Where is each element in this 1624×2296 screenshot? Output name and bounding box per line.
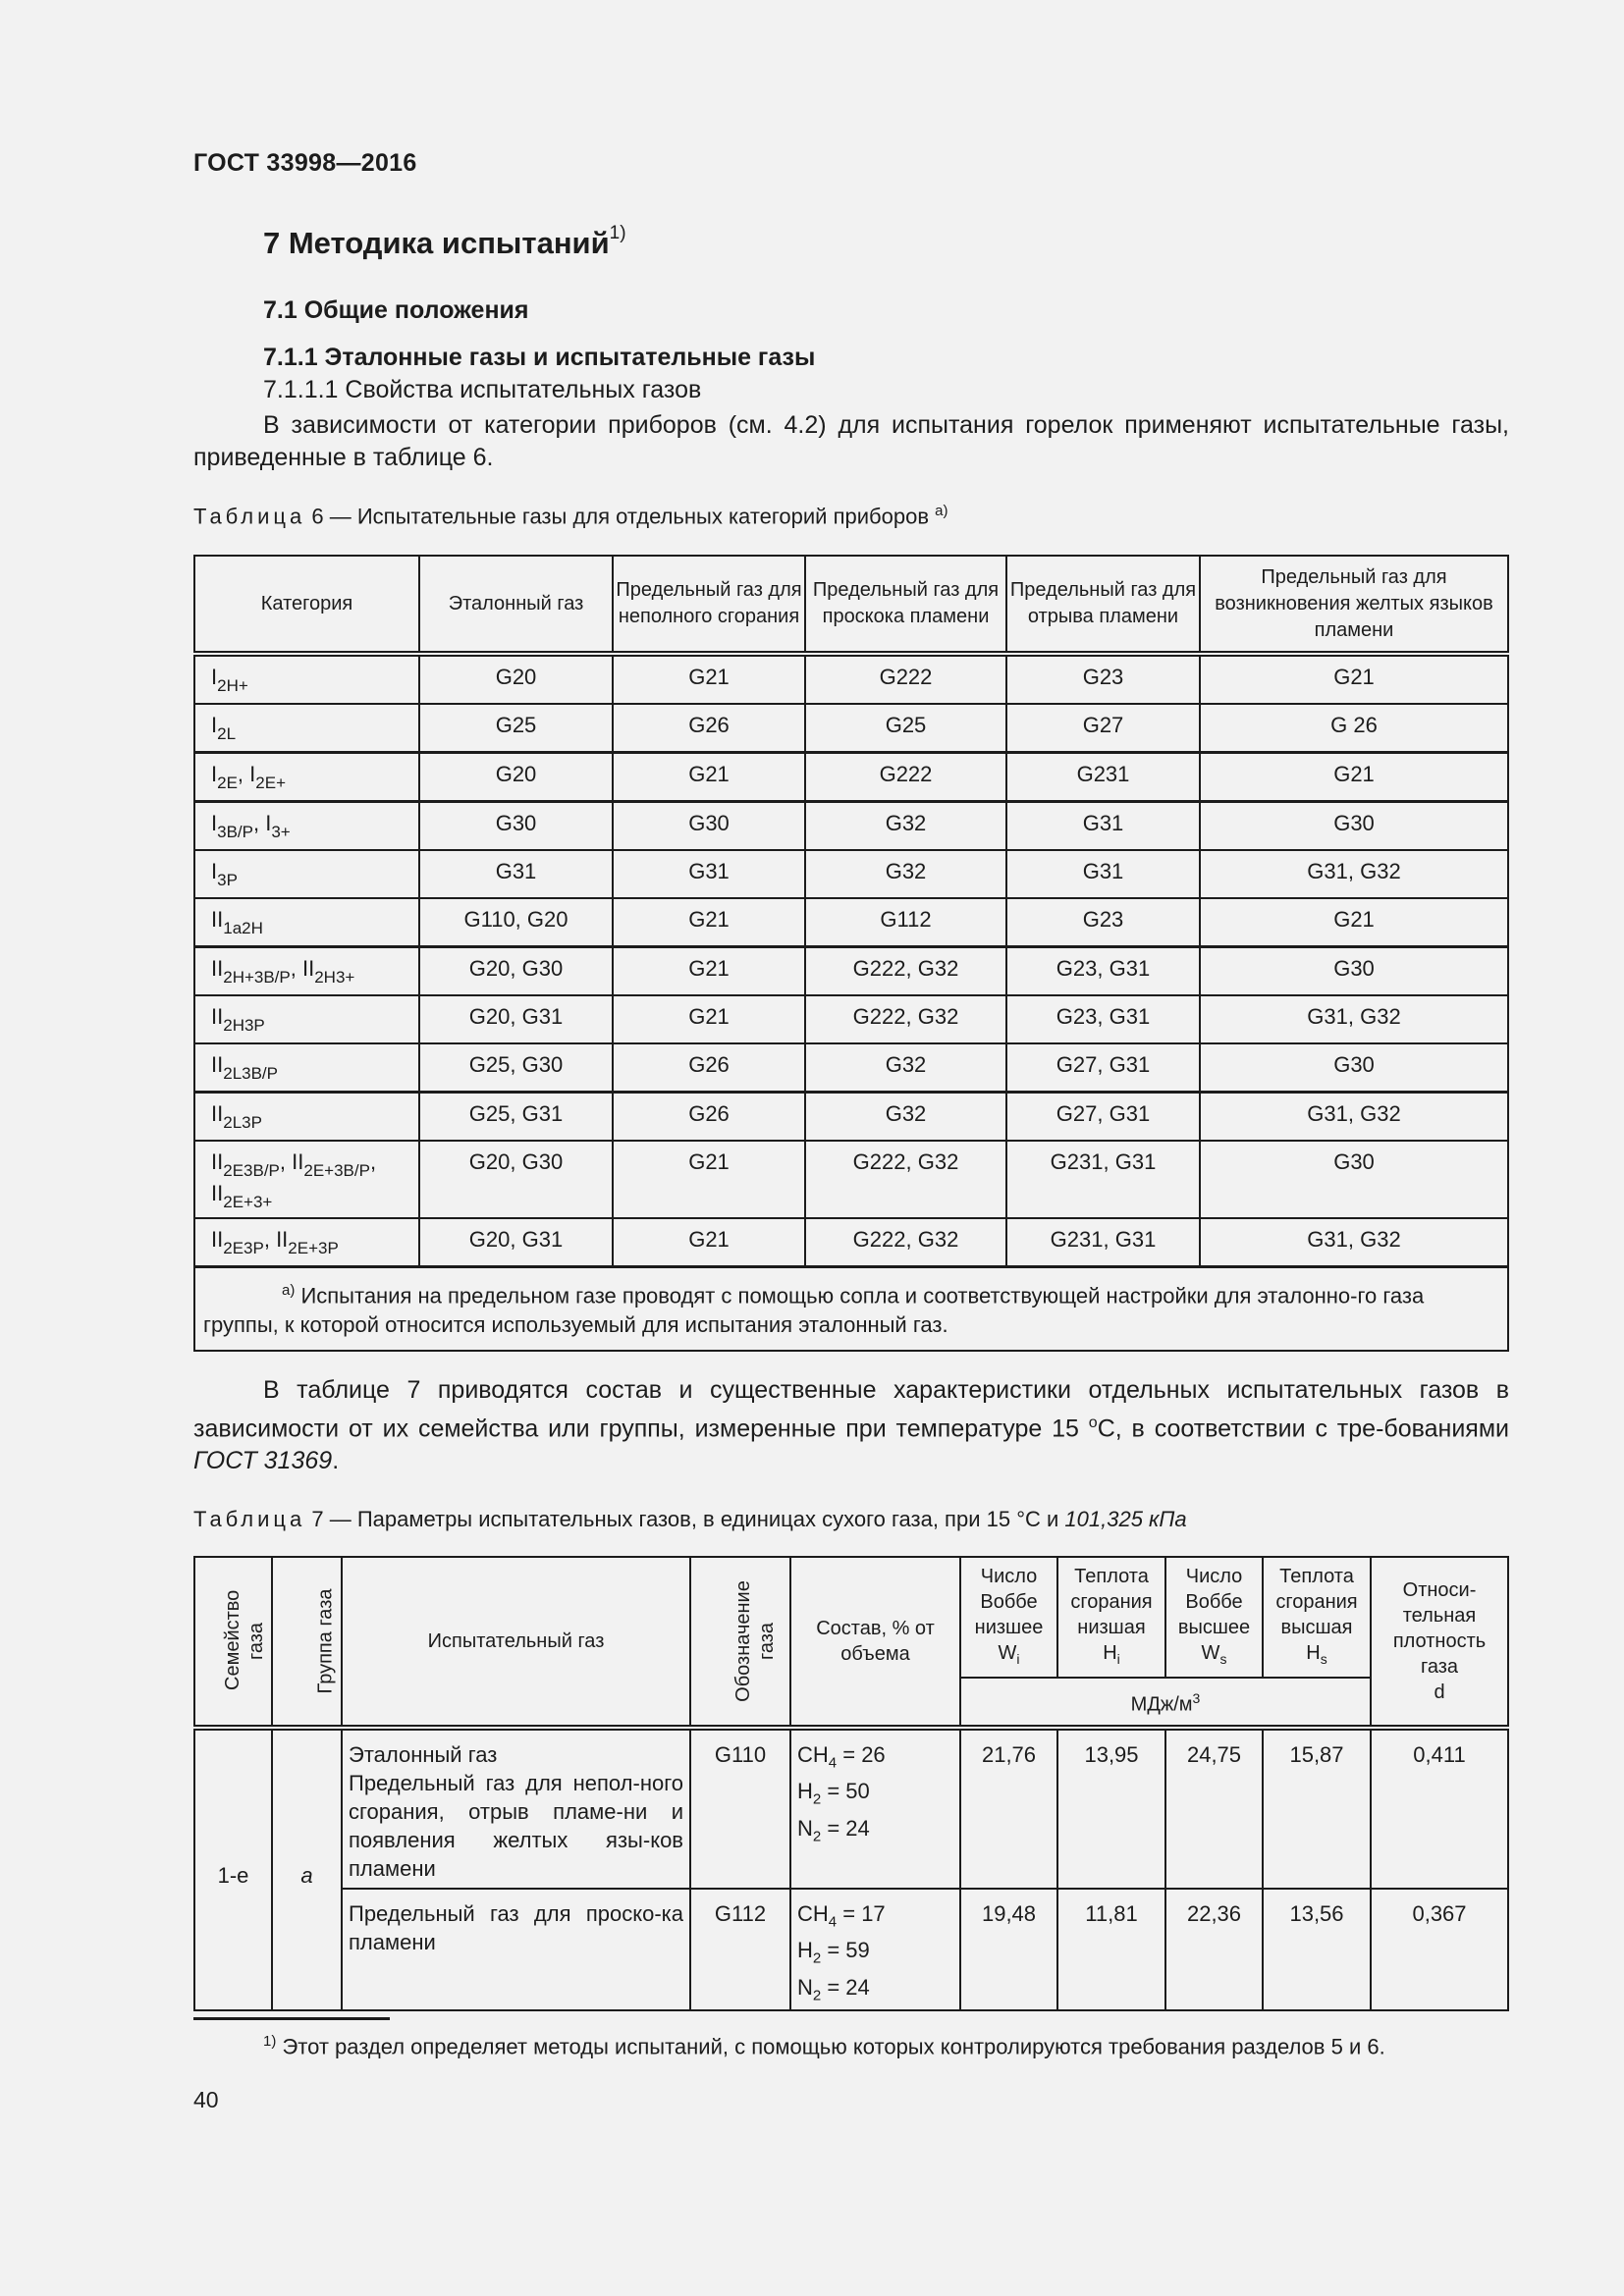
column-header-heat-high: Теплота сгорания высшая $H_s$ (1263, 1557, 1371, 1678)
table6-note-row (194, 1267, 1508, 1352)
table-row (194, 1141, 1508, 1218)
category-cell: $II_{2E3P}$, $II_{2E+3P}$ (194, 1218, 419, 1267)
page-footnote (263, 2033, 1385, 2059)
caption-text: 7 — Параметры испытательных газов, в единицах сухого газа, при 15 °С и (305, 1507, 1065, 1531)
note-mark: a) (282, 1282, 296, 1299)
gas-cell: G21 (1200, 898, 1508, 947)
paragraph-text: В таблице 7 приводятся состав и существенные характеристики отдельных испытательных газов в зависимости от их семейства или группы, измеренные при температуре 15 (193, 1376, 1509, 1443)
gas-cell: G32 (805, 1093, 1006, 1142)
column-header: Предельный газ для неполного сгорания (613, 556, 805, 654)
column-header-heat-low: Теплота сгорания низшая $H_i$ (1057, 1557, 1165, 1678)
paragraph-text: С, в соответствии с тре-бованиями (1097, 1415, 1509, 1443)
table-row (194, 995, 1508, 1043)
table7-header-row (194, 1557, 1508, 1678)
gas-composition (790, 1728, 960, 1889)
gas-cell: G21 (613, 1218, 805, 1267)
density-value: 0,367 (1371, 1889, 1508, 2010)
category-cell: $I_{2L}$ (194, 704, 419, 753)
gas-cell: G31 (613, 850, 805, 898)
standard-reference[interactable]: ГОСТ 31369 (193, 1447, 333, 1475)
gas-cell: G23, G31 (1006, 947, 1200, 996)
column-header: Предельный газ для проскока пламени (805, 556, 1006, 654)
table7 (193, 1556, 1509, 2011)
gas-cell: G30 (1200, 802, 1508, 851)
gas-group: a (272, 1728, 342, 2010)
footnote-ref[interactable]: 1) (609, 222, 626, 243)
column-header: Эталонный газ (419, 556, 613, 654)
footnote-divider (193, 2017, 390, 2020)
column-header: Предельный газ для отрыва пламени (1006, 556, 1200, 654)
gas-cell: G30 (419, 802, 613, 851)
gas-cell: G20, G30 (419, 947, 613, 996)
gas-cell: G25 (805, 704, 1006, 753)
gas-cell: G20, G31 (419, 1218, 613, 1267)
paragraph-table7-intro (193, 1374, 1509, 1477)
category-cell: $I_{2H+}$ (194, 654, 419, 704)
gas-cell: G31, G32 (1200, 850, 1508, 898)
column-header-designation: Обозначение газа (690, 1557, 790, 1728)
density-value: 0,411 (1371, 1728, 1508, 1889)
table7-caption (193, 1507, 1187, 1532)
gas-cell: G21 (613, 654, 805, 704)
gas-cell: G32 (805, 1043, 1006, 1093)
section-heading (263, 222, 626, 261)
gas-cell: G32 (805, 850, 1006, 898)
gas-cell: G23 (1006, 898, 1200, 947)
subsection-heading: 7.1 Общие положения (263, 296, 529, 324)
gas-cell: G20 (419, 753, 613, 802)
composition-line: $CH_4 = 26$ (797, 1742, 886, 1772)
footnote-mark: 1) (263, 2033, 277, 2050)
heat-low-value: 11,81 (1057, 1889, 1165, 2010)
gas-cell: G26 (613, 1093, 805, 1142)
category-cell: $I_{2E}$, $I_{2E+}$ (194, 753, 419, 802)
heat-low-value: 13,95 (1057, 1728, 1165, 1889)
page-number: 40 (193, 2087, 219, 2112)
test-gas-name: Эталонный газ Предельный газ для непол-ного сгорания, отрыв пламе-ни и появления желтых язы-ков пламени (342, 1728, 690, 1889)
table-row (194, 898, 1508, 947)
gas-cell: G30 (1200, 1141, 1508, 1218)
heat-high-value: 13,56 (1263, 1889, 1371, 2010)
wobbe-low-value: 19,48 (960, 1889, 1057, 2010)
category-cell: $I_{3P}$ (194, 850, 419, 898)
gas-cell: G222 (805, 753, 1006, 802)
column-header-group: Группа газа (272, 1557, 342, 1728)
document-code: ГОСТ 33998—2016 (193, 149, 417, 177)
composition-line: $N_2 = 24$ (797, 1974, 870, 2004)
composition-line: $H_2 = 50$ (797, 1779, 870, 1808)
gas-cell: G231, G31 (1006, 1141, 1200, 1218)
gas-cell: G21 (1200, 753, 1508, 802)
paragraph-text: В зависимости от категории приборов (см. 4.2) для испытания горелок применяют испытательные газы, приведенные в таблице 6. (193, 411, 1509, 471)
table-row (194, 1218, 1508, 1267)
gas-cell: G25, G30 (419, 1043, 613, 1093)
table-row (194, 1043, 1508, 1093)
table-row (194, 802, 1508, 851)
column-header-wobbe-low: Число Воббе низшее $W_i$ (960, 1557, 1057, 1678)
column-header-composition: Состав, % от объема (790, 1557, 960, 1728)
gas-cell: G21 (613, 898, 805, 947)
table6-caption (193, 503, 947, 529)
category-cell: $II_{2H3P}$ (194, 995, 419, 1043)
gas-cell: G25, G31 (419, 1093, 613, 1142)
column-header-wobbe-high: Число Воббе высшее $W_s$ (1165, 1557, 1263, 1678)
degree-sign: о (1088, 1415, 1098, 1431)
gas-cell: G222, G32 (805, 947, 1006, 996)
note-text: Испытания на предельном газе проводят с помощью сопла и соответствующей настройки для эталонно-го газа группы, к которой относится используемый для испытания эталонный газ. (203, 1283, 1425, 1338)
subsubsection-heading: 7.1.1 Эталонные газы и испытательные газы (263, 344, 816, 371)
wobbe-low-value: 21,76 (960, 1728, 1057, 1889)
table-row (194, 947, 1508, 996)
gas-composition (790, 1889, 960, 2010)
table6 (193, 555, 1509, 1352)
category-cell: $II_{2L3P}$ (194, 1093, 419, 1142)
table6-header-row (194, 556, 1508, 654)
gas-cell: G110, G20 (419, 898, 613, 947)
gas-cell: G222, G32 (805, 1141, 1006, 1218)
heat-high-value: 15,87 (1263, 1728, 1371, 1889)
caption-note-mark: a) (935, 503, 948, 519)
unit-header: МДж/$м^3$ (960, 1678, 1371, 1728)
column-header: Категория (194, 556, 419, 654)
gas-cell: G30 (1200, 947, 1508, 996)
gas-cell: G31, G32 (1200, 995, 1508, 1043)
table-row (194, 850, 1508, 898)
category-cell: $II_{1a2H}$ (194, 898, 419, 947)
gas-cell: G20, G31 (419, 995, 613, 1043)
gas-cell: G21 (1200, 654, 1508, 704)
caption-text: 6 — Испытательные газы для отдельных категорий приборов (305, 504, 936, 529)
gas-designation: G112 (690, 1889, 790, 2010)
gas-cell: G30 (1200, 1043, 1508, 1093)
composition-line: $CH_4 = 17$ (797, 1901, 886, 1931)
column-header-test-gas: Испытательный газ (342, 1557, 690, 1728)
clause-heading: 7.1.1.1 Свойства испытательных газов (263, 376, 702, 403)
category-cell: $II_{2H+3B/P}$, $II_{2H3+}$ (194, 947, 419, 996)
gas-cell: G31 (1006, 850, 1200, 898)
gas-cell: G31, G32 (1200, 1093, 1508, 1142)
gas-cell: G27, G31 (1006, 1093, 1200, 1142)
gas-cell: G31, G32 (1200, 1218, 1508, 1267)
table-row (194, 1889, 1508, 2010)
gas-cell: G30 (613, 802, 805, 851)
gas-cell: G27, G31 (1006, 1043, 1200, 1093)
wobbe-high-value: 24,75 (1165, 1728, 1263, 1889)
gas-family: 1-е (194, 1728, 272, 2010)
caption-pressure: 101,325 кПа (1064, 1507, 1187, 1531)
gas-cell: G21 (613, 995, 805, 1043)
gas-cell: G21 (613, 753, 805, 802)
gas-cell: G222, G32 (805, 1218, 1006, 1267)
gas-cell: G 26 (1200, 704, 1508, 753)
gas-cell: G20, G30 (419, 1141, 613, 1218)
composition-line: $H_2 = 59$ (797, 1938, 870, 1967)
gas-cell: G32 (805, 802, 1006, 851)
wobbe-high-value: 22,36 (1165, 1889, 1263, 2010)
table-row (194, 1093, 1508, 1142)
gas-cell: G112 (805, 898, 1006, 947)
category-cell: $II_{2E3B/P}$, $II_{2E+3B/P}$, $II_{2E+3+}$ (194, 1141, 419, 1218)
paragraph-text: . (332, 1447, 340, 1475)
category-cell: $I_{3B/P}$, $I_{3+}$ (194, 802, 419, 851)
table-row (194, 753, 1508, 802)
footnote-text: Этот раздел определяет методы испытаний, с помощью которых контролируются требования разделов 5 и 6. (276, 2034, 1385, 2059)
gas-cell: G231, G31 (1006, 1218, 1200, 1267)
column-header-family: Семейство газа (194, 1557, 272, 1728)
category-cell: $II_{2L3B/P}$ (194, 1043, 419, 1093)
column-header-density: Относи-тельная плотность газа d (1371, 1557, 1508, 1728)
gas-cell: G23, G31 (1006, 995, 1200, 1043)
gas-cell: G25 (419, 704, 613, 753)
paragraph-intro (193, 409, 1509, 474)
table6-note (194, 1267, 1508, 1352)
caption-label: Таблица (193, 1507, 306, 1531)
gas-cell: G20 (419, 654, 613, 704)
composition-line: $N_2 = 24$ (797, 1815, 870, 1845)
gas-cell: G21 (613, 1141, 805, 1218)
test-gas-name: Предельный газ для проско-ка пламени (342, 1889, 690, 2010)
column-header: Предельный газ для возникновения желтых языков пламени (1200, 556, 1508, 654)
gas-cell: G27 (1006, 704, 1200, 753)
gas-cell: G31 (419, 850, 613, 898)
gas-cell: G222 (805, 654, 1006, 704)
caption-label: Таблица (193, 504, 306, 529)
gas-cell: G21 (613, 947, 805, 996)
table-row (194, 704, 1508, 753)
gas-cell: G23 (1006, 654, 1200, 704)
table-row (194, 1728, 1508, 1889)
gas-cell: G26 (613, 1043, 805, 1093)
gas-cell: G222, G32 (805, 995, 1006, 1043)
section-title: 7 Методика испытаний (263, 226, 610, 260)
gas-cell: G231 (1006, 753, 1200, 802)
gas-cell: G26 (613, 704, 805, 753)
gas-designation: G110 (690, 1728, 790, 1889)
table-row (194, 654, 1508, 704)
gas-cell: G31 (1006, 802, 1200, 851)
